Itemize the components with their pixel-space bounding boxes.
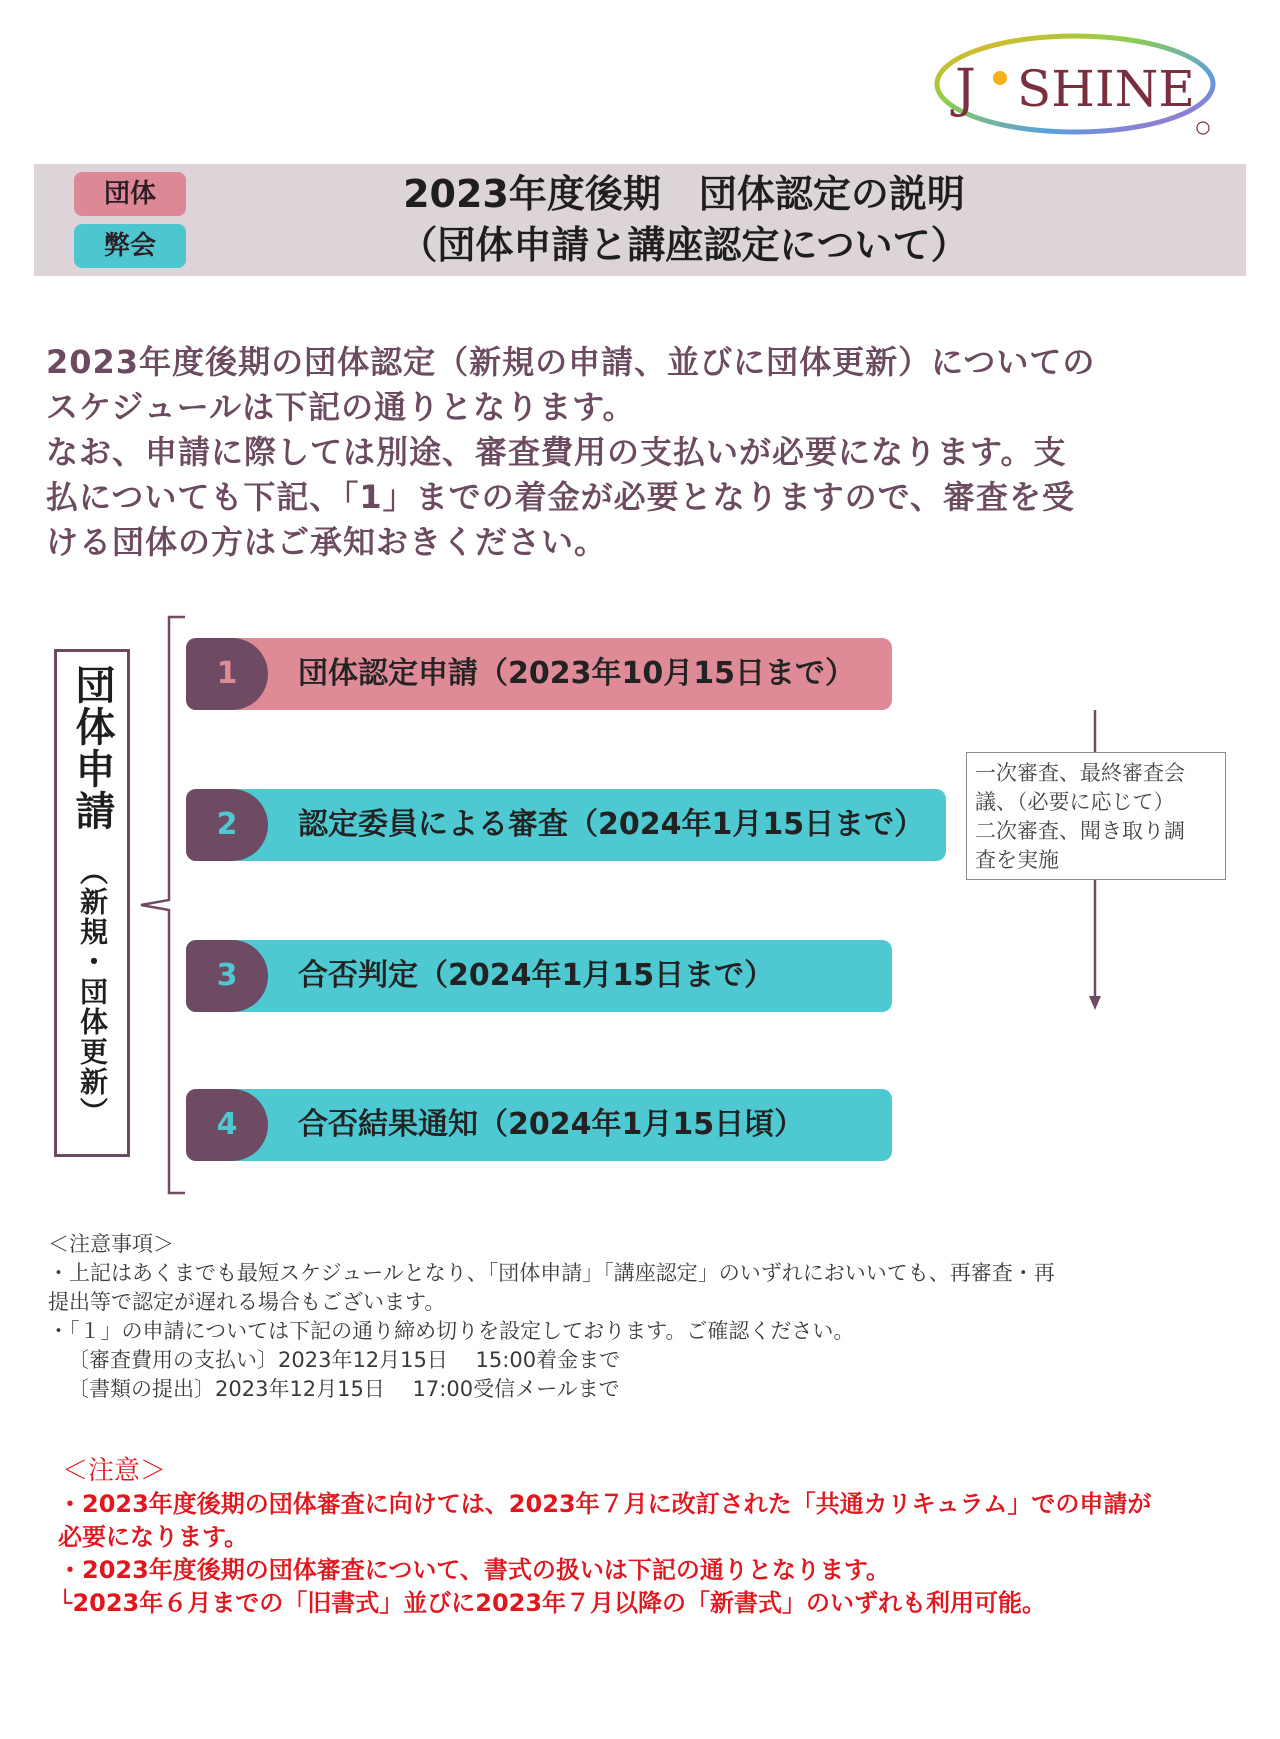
vertical-label-main: 団体申請 [69,664,115,832]
tag-group: 団体 [74,172,186,216]
intro-paragraph [46,340,1246,565]
caution-line: └2023年６月までの「旧書式」並びに2023年７月以降の「新書式」のいずれも利用可能。 [58,1589,1047,1617]
note-line: ・「１」の申請については下記の通り締め切りを設定しております。ご確認ください。 [48,1319,855,1343]
step-number: 3 [186,940,268,1012]
step-2 [186,789,946,861]
intro-line: スケジュールは下記の通りとなります。 [46,388,636,426]
vertical-label-box [54,649,130,1157]
page-title-line-2: （団体申請と講座認定について） [399,223,969,267]
step-label: 合否判定（2024年1月15日まで） [298,958,775,993]
caution-section [58,1455,1258,1620]
notes-section [48,1230,1248,1404]
notes-heading: ＜注意事項＞ [48,1232,174,1256]
review-note-box [966,752,1226,880]
svg-text:SHINE: SHINE [1017,60,1195,118]
j-shine-logo [925,26,1225,141]
caution-heading: ＜注意＞ [62,1456,167,1486]
caution-line: 必要になります。 [58,1523,249,1551]
intro-line: ける団体の方はご承知おきください。 [46,523,608,561]
caution-line: ・2023年度後期の団体審査に向けては、2023年７月に改訂された「共通カリキュラム」での申請が [58,1490,1152,1518]
step-3 [186,940,892,1012]
step-4 [186,1089,892,1161]
intro-line: 2023年度後期の団体認定（新規の申請、並びに団体更新）についての [46,343,1096,381]
step-number: 1 [186,638,268,710]
vertical-label-sub: （新規・団体更新） [76,857,109,1127]
note-line: 提出等で認定が遅れる場合もございます。 [48,1290,446,1314]
review-note-line: 二次審査、聞き取り調 [975,819,1185,843]
review-note-line: 議、（必要に応じて） [975,790,1175,814]
review-note-line: 一次審査、最終審査会 [975,761,1185,785]
step-label: 認定委員による審査（2024年1月15日まで） [298,807,925,842]
caution-line: ・2023年度後期の団体審査について、書式の扱いは下記の通りとなります。 [58,1556,890,1584]
intro-line: なお、申請に際しては別途、審査費用の支払いが必要になります。支 [46,433,1067,471]
step-1 [186,638,892,710]
review-note-line: 査を実施 [975,848,1059,872]
note-deadline-payment: 〔審査費用の支払い〕2023年12月15日 15:00着金まで [68,1348,621,1372]
note-deadline-documents: 〔書類の提出〕2023年12月15日 17:00受信メールまで [68,1377,620,1401]
logo-swirl-icon [925,26,1225,141]
note-line: ・上記はあくまでも最短スケジュールとなり、「団体申請」「講座認定」のいずれにおいいても、再審査・再 [48,1261,1055,1285]
svg-text:J: J [955,59,976,119]
step-label: 合否結果通知（2024年1月15日頃） [298,1107,805,1142]
step-number: 2 [186,789,268,861]
header-band [34,164,1246,276]
intro-line: 払についても下記、「1」までの着金が必要となりますので、審査を受 [46,478,1075,516]
page-title-line-1: 2023年度後期 団体認定の説明 [403,172,965,216]
step-number: 4 [186,1089,268,1161]
step-label: 団体認定申請（2023年10月15日まで） [298,656,855,691]
tag-company: 弊会 [74,224,186,268]
